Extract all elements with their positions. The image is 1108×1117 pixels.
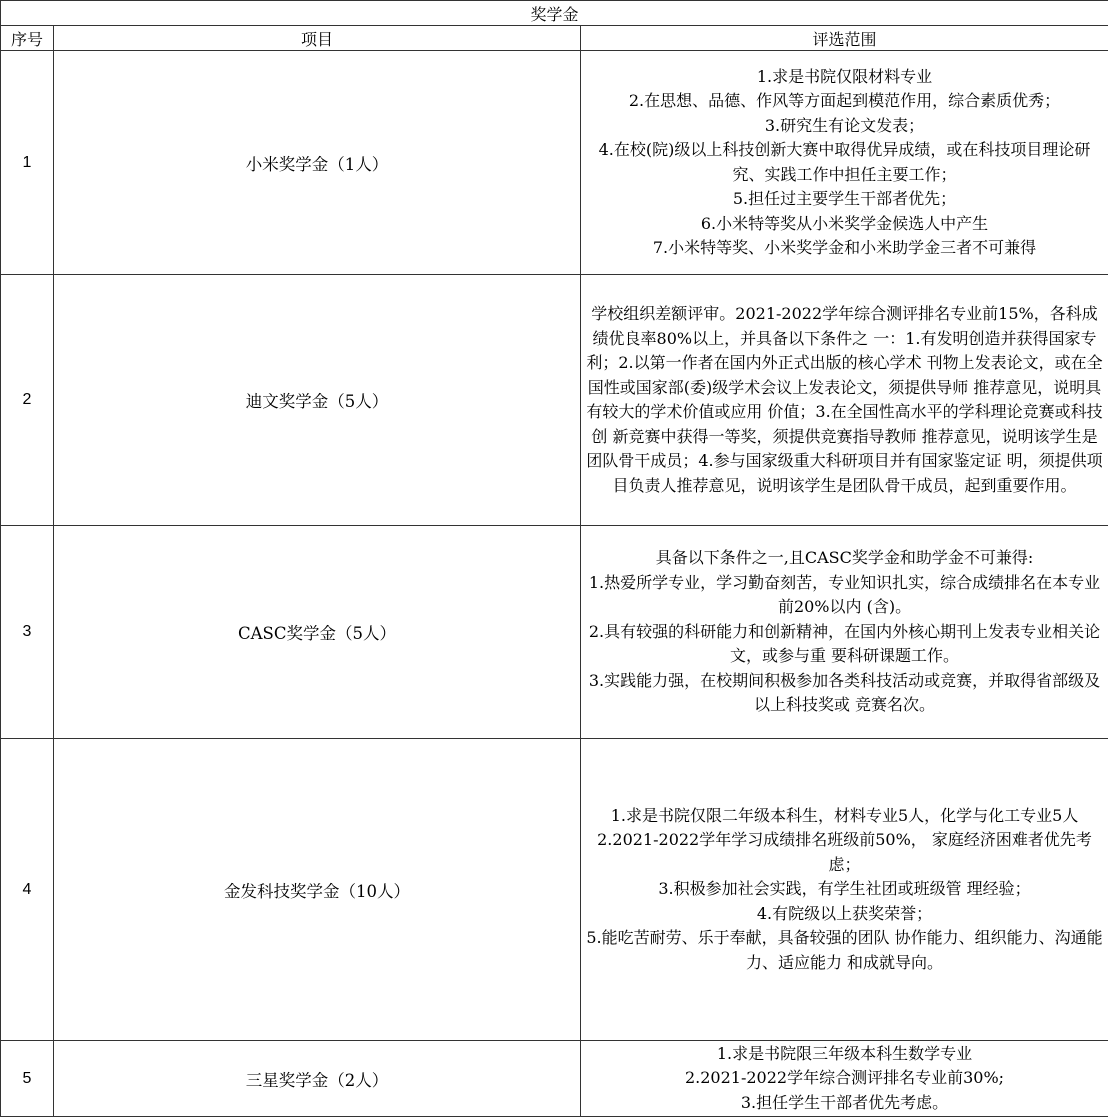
row-criteria bbox=[581, 526, 1108, 739]
row-criteria bbox=[581, 275, 1108, 526]
row-name: 迪文奖学金（5人） bbox=[54, 275, 581, 526]
title-row bbox=[1, 1, 1108, 26]
criteria-line: 具备以下条件之一,且CASC奖学金和助学金不可兼得: bbox=[655, 548, 1034, 568]
criteria-line: 1.求是书院仅限二年级本科生，材料专业5人，化学与化工专业5人 bbox=[610, 805, 1079, 825]
table-row bbox=[1, 51, 1108, 275]
criteria-line: 学校组织差额评审。2021-2022学年综合测评排名专业前15%，各科成绩优良率80%以上，并具备以下条件之 一：1.有发明创造并获得国家专利；2.以第一作者在国内外正式出版的核心学术 刊物上发表论文，或在全国性或国家部(委)级学术会议上发表论文，须提供导师 推荐意见，说明具有较大的学术价值或应用 价值；3.在全国性高水平的学科理论竞赛或科技创 新竞赛中获得一等奖，须提供竞赛指导教师 推荐意见，说明该学生是团队骨干成员；4.参与国家级重大科研项目并有国家鉴定证 明，须提供项目负责人推荐意见，说明该学生是团队骨干成员，起到重要作用。 bbox=[586, 304, 1103, 495]
row-name: 三星奖学金（2人） bbox=[54, 1041, 581, 1117]
header-item: 项目 bbox=[54, 26, 581, 51]
table-row bbox=[1, 1041, 1108, 1117]
criteria-line: 7.小米特等奖、小米奖学金和小米助学金三者不可兼得 bbox=[652, 238, 1037, 257]
criteria-line: 1.求是书院仅限材料专业 bbox=[756, 66, 933, 86]
row-criteria bbox=[581, 51, 1108, 275]
header-criteria: 评选范围 bbox=[581, 26, 1108, 51]
criteria-line: 1.热爱所学专业，学习勤奋刻苦，专业知识扎实，综合成绩排名在本专业前20%以内 (含)。 bbox=[588, 572, 1101, 617]
row-index: 5 bbox=[1, 1041, 54, 1117]
criteria-line: 2.2021-2022学年综合测评排名专业前30%; bbox=[684, 1068, 1005, 1088]
row-name: CASC奖学金（5人） bbox=[54, 526, 581, 739]
criteria-line: 3.积极参加社会实践，有学生社团或班级管 理经验； bbox=[658, 879, 1031, 899]
criteria-line: 1.求是书院限三年级本科生数学专业 bbox=[716, 1043, 973, 1063]
criteria-line: 3.实践能力强，在校期间积极参加各类科技活动或竞赛，并取得省部级及以上科技奖或 竞赛名次。 bbox=[588, 670, 1101, 715]
criteria-line: 5.能吃苦耐劳、乐于奉献，具备较强的团队 协作能力、组织能力、沟通能力、适应能力 和成就导向。 bbox=[586, 928, 1103, 972]
row-index: 1 bbox=[1, 51, 54, 275]
row-index: 2 bbox=[1, 275, 54, 526]
criteria-line: 3.担任学生干部者优先考虑。 bbox=[740, 1092, 949, 1112]
criteria-line: 2.具有较强的科研能力和创新精神，在国内外核心期刊上发表专业相关论文，或参与重 要科研课题工作。 bbox=[588, 621, 1101, 666]
criteria-line: 2.在思想、品德、作风等方面起到模范作用，综合素质优秀； bbox=[628, 91, 1061, 110]
row-index: 4 bbox=[1, 739, 54, 1041]
criteria-line: 5.担任过主要学生干部者优先； bbox=[732, 189, 957, 208]
criteria-line: 2.2021-2022学年学习成绩排名班级前50%， 家庭经济困难者优先考虑； bbox=[597, 830, 1092, 874]
criteria-line: 4.在校(院)级以上科技创新大赛中取得优异成绩，或在科技项目理论研究、实践工作中担任主要工作； bbox=[598, 140, 1091, 184]
row-name: 小米奖学金（1人） bbox=[54, 51, 581, 275]
criteria-line: 6.小米特等奖从小米奖学金候选人中产生 bbox=[700, 213, 989, 233]
table-row bbox=[1, 526, 1108, 739]
row-index: 3 bbox=[1, 526, 54, 739]
criteria-line: 4.有院级以上获奖荣誉； bbox=[756, 903, 933, 923]
header-row bbox=[1, 26, 1108, 51]
header-index: 序号 bbox=[1, 26, 54, 51]
table-title: 奖学金 bbox=[1, 1, 1108, 26]
row-criteria bbox=[581, 1041, 1108, 1117]
criteria-line: 3.研究生有论文发表； bbox=[764, 115, 925, 135]
table-row bbox=[1, 739, 1108, 1041]
row-name: 金发科技奖学金（10人） bbox=[54, 739, 581, 1041]
row-criteria bbox=[581, 739, 1108, 1041]
table-row bbox=[1, 275, 1108, 526]
